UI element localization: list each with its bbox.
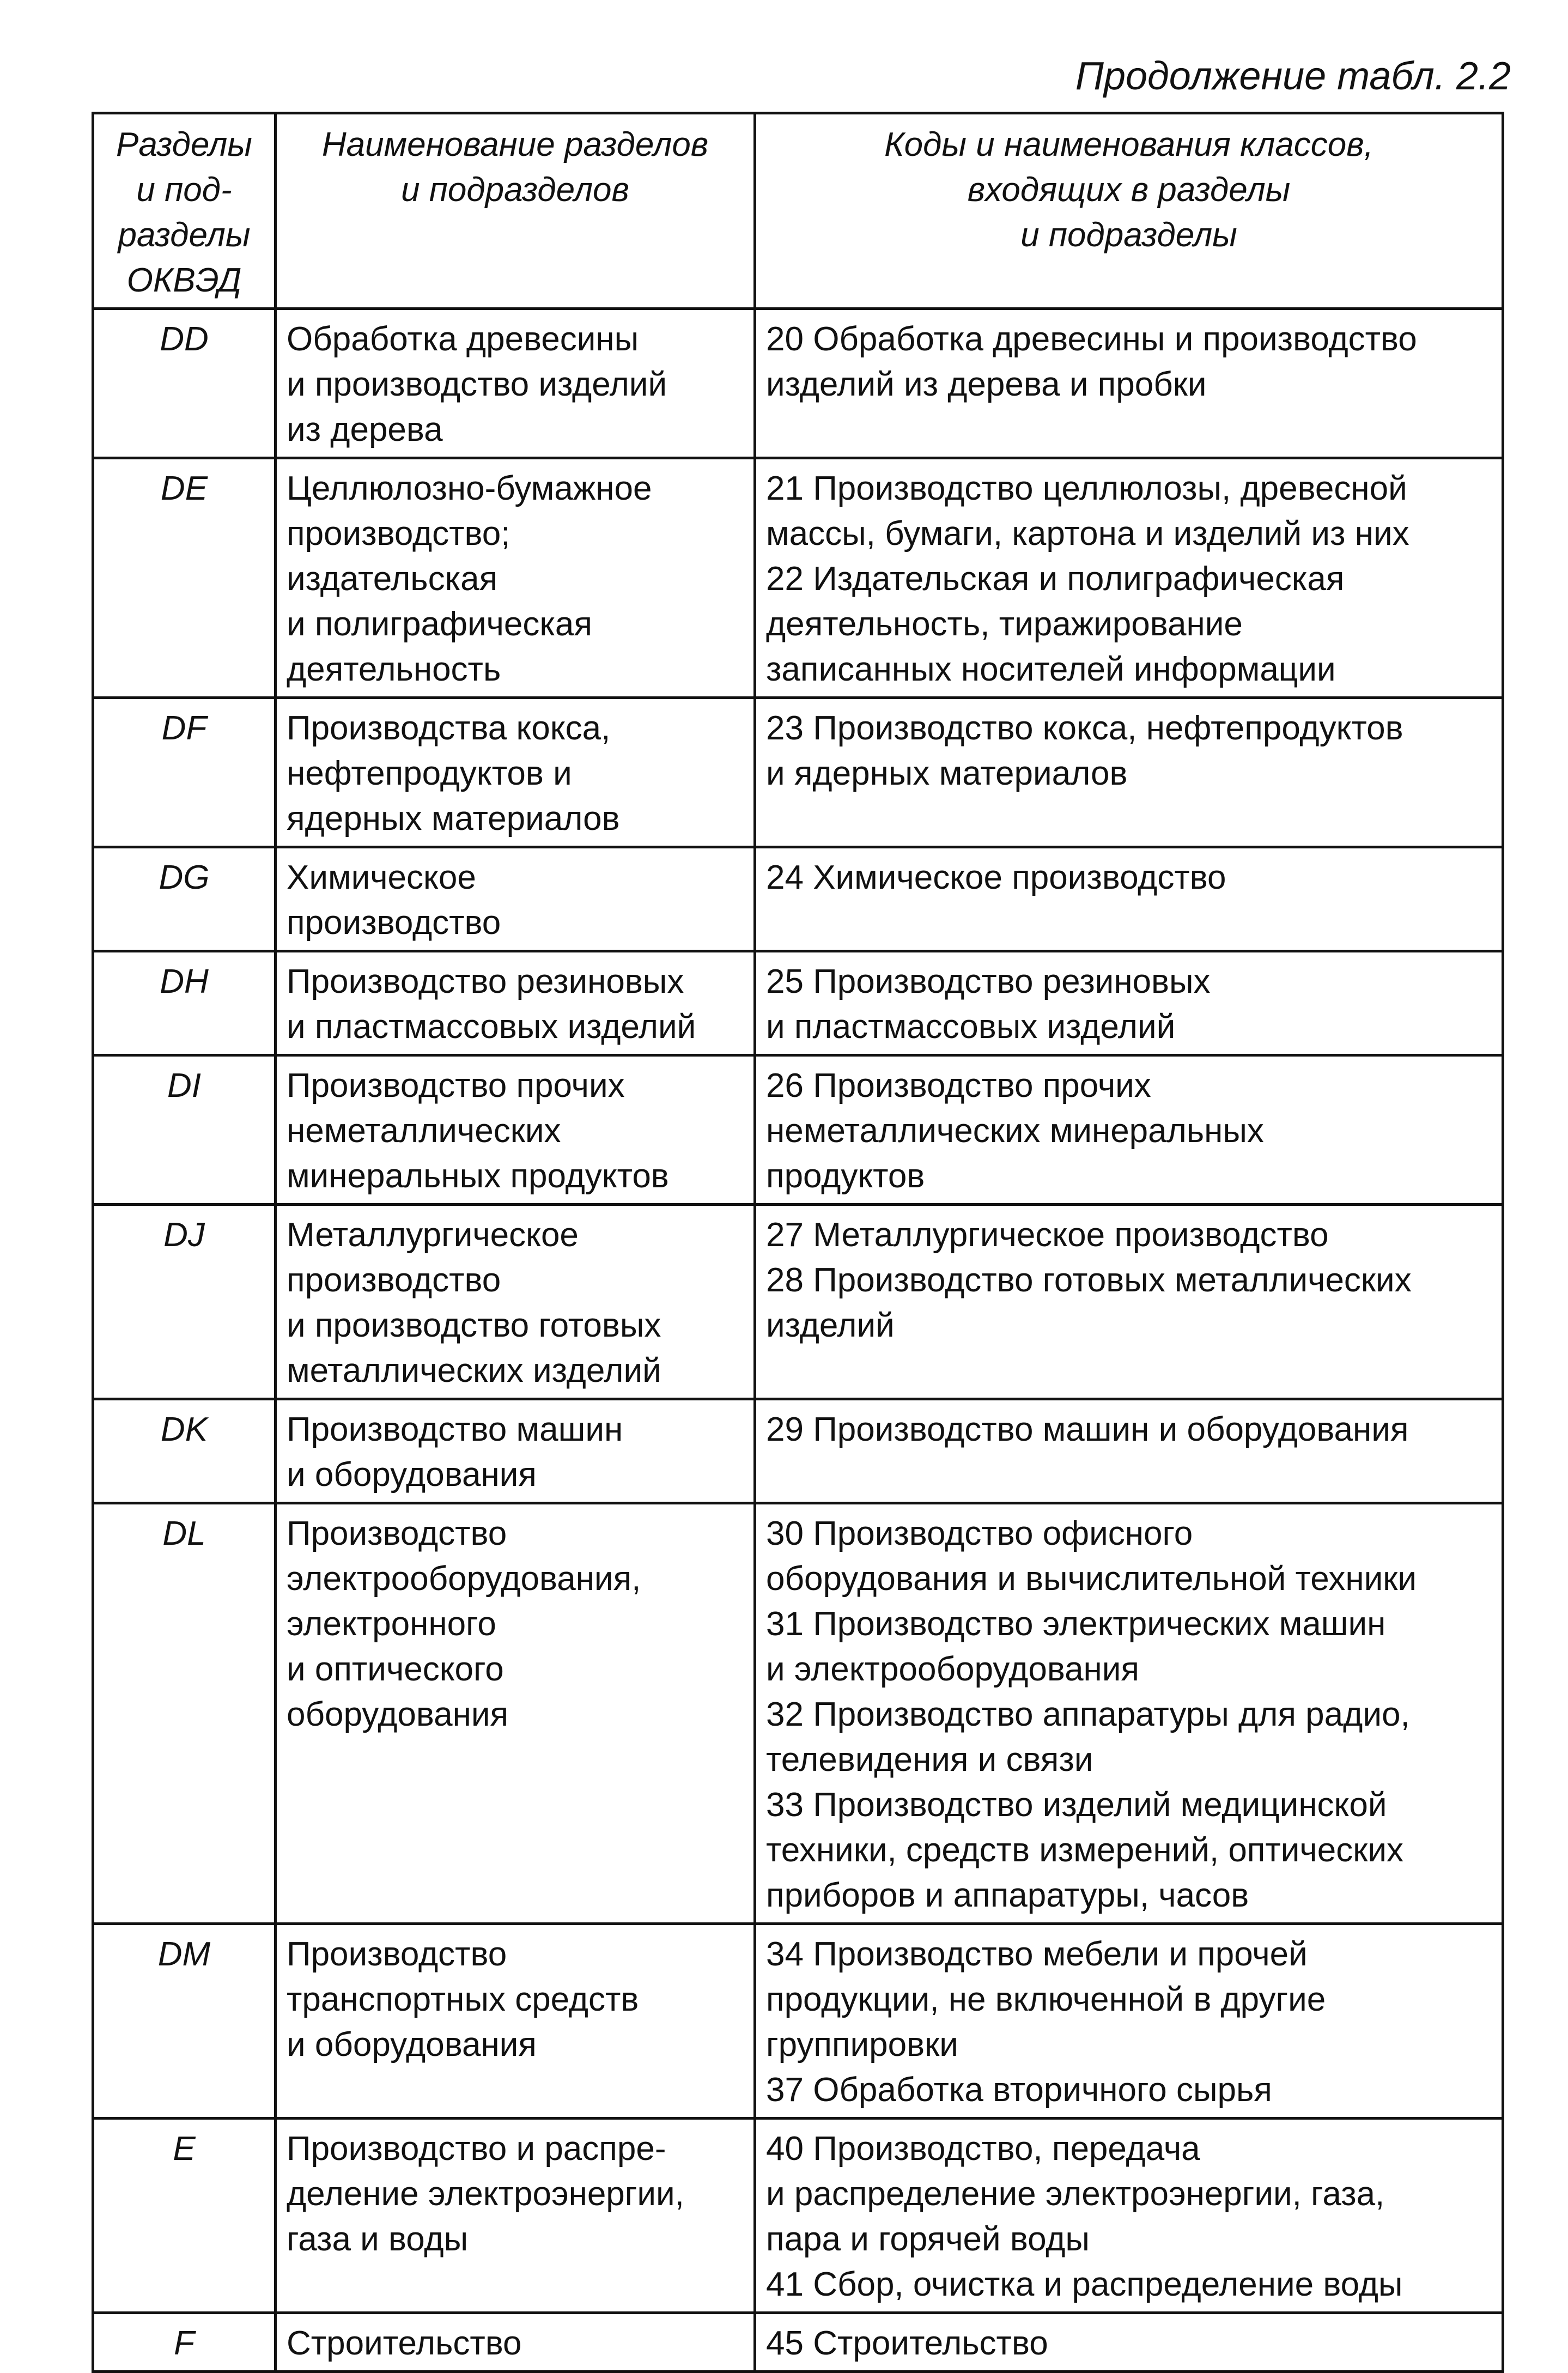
section-name-line: производство [287,904,501,942]
section-name-line: и производство готовых [287,1307,661,1344]
section-name-line: Производство прочих [287,1067,625,1104]
class-entry-line: 31 Производство электрических машин [766,1605,1386,1643]
class-entry [766,959,1492,1049]
class-entry-line: неметаллических минеральных [766,1112,1264,1150]
section-name-line: ядерных материалов [287,800,620,837]
class-list [755,309,1503,458]
section-name-line: Производство машин [287,1411,623,1448]
section-code: DD [93,309,276,458]
class-entry-line: 28 Производство готовых металлических [766,1261,1412,1299]
section-name [276,1399,755,1503]
section-code: F [93,2313,276,2372]
class-entry-line: телевидения и связи [766,1741,1093,1779]
section-name-line: Производства кокса, [287,709,611,747]
class-entry-line: 26 Производство прочих [766,1067,1151,1104]
class-entry-line: 21 Производство целлюлозы, древесной [766,470,1407,507]
table-row [93,2119,1503,2313]
table-row [93,1503,1503,1924]
class-entry-line: 33 Производство изделий медицинской [766,1786,1387,1824]
class-entry-line: 30 Производство офисного [766,1515,1193,1552]
class-entry-line: 20 Обработка древесины и производство [766,320,1417,358]
section-name [276,309,755,458]
class-entry [766,1212,1492,1258]
header-section-name: Наименование разделов и подразделов [276,113,755,309]
section-name-line: нефтепродуктов и [287,755,572,792]
section-name-line: Производство [287,1515,507,1552]
section-name-line: деятельность [287,651,501,688]
class-entry-line: записанных носителей информации [766,651,1336,688]
class-list [755,1399,1503,1503]
section-name-line: и оборудования [287,2026,537,2064]
section-name-line: газа и воды [287,2220,469,2258]
class-entry-line: изделий [766,1307,895,1344]
section-name [276,2119,755,2313]
section-name [276,1205,755,1399]
section-name-line: электронного [287,1605,496,1643]
section-code: E [93,2119,276,2313]
section-code: DJ [93,1205,276,1399]
class-entry [766,2321,1492,2366]
section-name-line: минеральных продуктов [287,1157,669,1195]
class-entry-line: 25 Производство резиновых [766,963,1211,1000]
section-name-line: и оптического [287,1650,504,1688]
section-name-line: издательская [287,560,498,598]
class-entry [766,1511,1492,1601]
section-name-line: оборудования [287,1696,509,1733]
table-row [93,309,1503,458]
section-code: DG [93,847,276,951]
section-name-line: производство [287,1261,501,1299]
section-name-line: Целлюлозно-бумажное [287,470,652,507]
table-row [93,1055,1503,1205]
section-name-line: и оборудования [287,1456,537,1494]
section-code: DF [93,698,276,847]
header-class-codes: Коды и наименования классов, входящих в разделы и подразделы [755,113,1503,309]
class-entry-line: 29 Производство машин и оборудования [766,1411,1409,1448]
table-row [93,847,1503,951]
okved-table [92,112,1504,2373]
section-name [276,951,755,1055]
section-name-line: Производство резиновых [287,963,684,1000]
section-name-line: металлических изделий [287,1352,661,1389]
class-entry-line: деятельность, тиражирование [766,605,1243,643]
class-list [755,2119,1503,2313]
class-entry-line: 41 Сбор, очистка и распределение воды [766,2266,1403,2303]
section-name-line: Металлургическое [287,1216,579,1254]
class-list [755,2313,1503,2372]
section-name [276,2313,755,2372]
class-entry-line: техники, средств измерений, оптических [766,1831,1403,1869]
class-entry [766,2126,1492,2262]
class-entry-line: оборудования и вычислительной техники [766,1560,1417,1598]
class-entry [766,1932,1492,2067]
class-list [755,1924,1503,2119]
class-entry-line: продуктов [766,1157,925,1195]
class-entry [766,1692,1492,1782]
class-entry-line: пара и горячей воды [766,2220,1090,2258]
section-name-line: Строительство [287,2325,522,2362]
section-name-line: и пластмассовых изделий [287,1008,696,1046]
class-entry-line: продукции, не включенной в другие [766,1981,1326,2018]
class-list [755,698,1503,847]
header-section-code: Разделы и под- разделы ОКВЭД [93,113,276,309]
table-caption: Продолжение табл. 2.2 [1075,54,1511,98]
class-entry-line: приборов и аппаратуры, часов [766,1877,1249,1914]
section-name [276,847,755,951]
class-list [755,847,1503,951]
section-name [276,1924,755,2119]
class-entry [766,2262,1492,2307]
table-body [93,309,1503,2372]
table-header [93,113,1503,309]
class-entry [766,466,1492,556]
section-code: DH [93,951,276,1055]
class-entry-line: 32 Производство аппаратуры для радио, [766,1696,1410,1733]
table-row [93,2313,1503,2372]
class-entry-line: 24 Химическое производство [766,859,1226,896]
section-code: DK [93,1399,276,1503]
section-name [276,458,755,698]
section-name [276,698,755,847]
class-entry [766,1063,1492,1199]
section-name-line: и производство изделий [287,366,667,403]
class-list [755,458,1503,698]
class-entry [766,2067,1492,2113]
section-name-line: и полиграфическая [287,605,592,643]
section-name-line: Химическое [287,859,476,896]
class-entry-line: и ядерных материалов [766,755,1128,792]
section-name-line: из дерева [287,411,443,448]
class-list [755,1055,1503,1205]
table-row [93,1205,1503,1399]
class-list [755,951,1503,1055]
section-name-line: Производство и распре- [287,2130,666,2168]
class-entry-line: 27 Металлургическое производство [766,1216,1329,1254]
class-entry [766,1258,1492,1348]
section-name-line: Обработка древесины [287,320,639,358]
table-row [93,458,1503,698]
class-entry-line: 22 Издательская и полиграфическая [766,560,1345,598]
class-entry-line: и пластмассовых изделий [766,1008,1176,1046]
class-entry-line: 23 Производство кокса, нефтепродуктов [766,709,1403,747]
section-code: DL [93,1503,276,1924]
section-name-line: электрооборудования, [287,1560,641,1598]
class-entry-line: 45 Строительство [766,2325,1048,2362]
section-name-line: деление электроэнергии, [287,2175,684,2213]
class-entry-line: 37 Обработка вторичного сырья [766,2071,1272,2109]
section-name-line: неметаллических [287,1112,561,1150]
class-list [755,1205,1503,1399]
section-code: DI [93,1055,276,1205]
section-name-line: производство; [287,515,510,553]
class-entry [766,556,1492,692]
class-entry-line: группировки [766,2026,958,2064]
table-row [93,1924,1503,2119]
class-entry-line: 34 Производство мебели и прочей [766,1935,1308,1973]
class-entry [766,1407,1492,1452]
section-code: DE [93,458,276,698]
class-entry [766,317,1492,407]
table-row [93,951,1503,1055]
class-entry-line: массы, бумаги, картона и изделий из них [766,515,1409,553]
class-entry-line: изделий из дерева и пробки [766,366,1207,403]
section-name-line: Производство [287,1935,507,1973]
class-entry [766,706,1492,796]
class-entry [766,1601,1492,1692]
class-entry [766,1782,1492,1918]
section-code: DM [93,1924,276,2119]
header-row [93,113,1503,309]
section-name [276,1503,755,1924]
table-row [93,698,1503,847]
class-entry-line: и электрооборудования [766,1650,1139,1688]
class-entry [766,855,1492,900]
class-list [755,1503,1503,1924]
table-row [93,1399,1503,1503]
class-entry-line: 40 Производство, передача [766,2130,1200,2168]
section-name-line: транспортных средств [287,1981,639,2018]
class-entry-line: и распределение электроэнергии, газа, [766,2175,1385,2213]
section-name [276,1055,755,1205]
